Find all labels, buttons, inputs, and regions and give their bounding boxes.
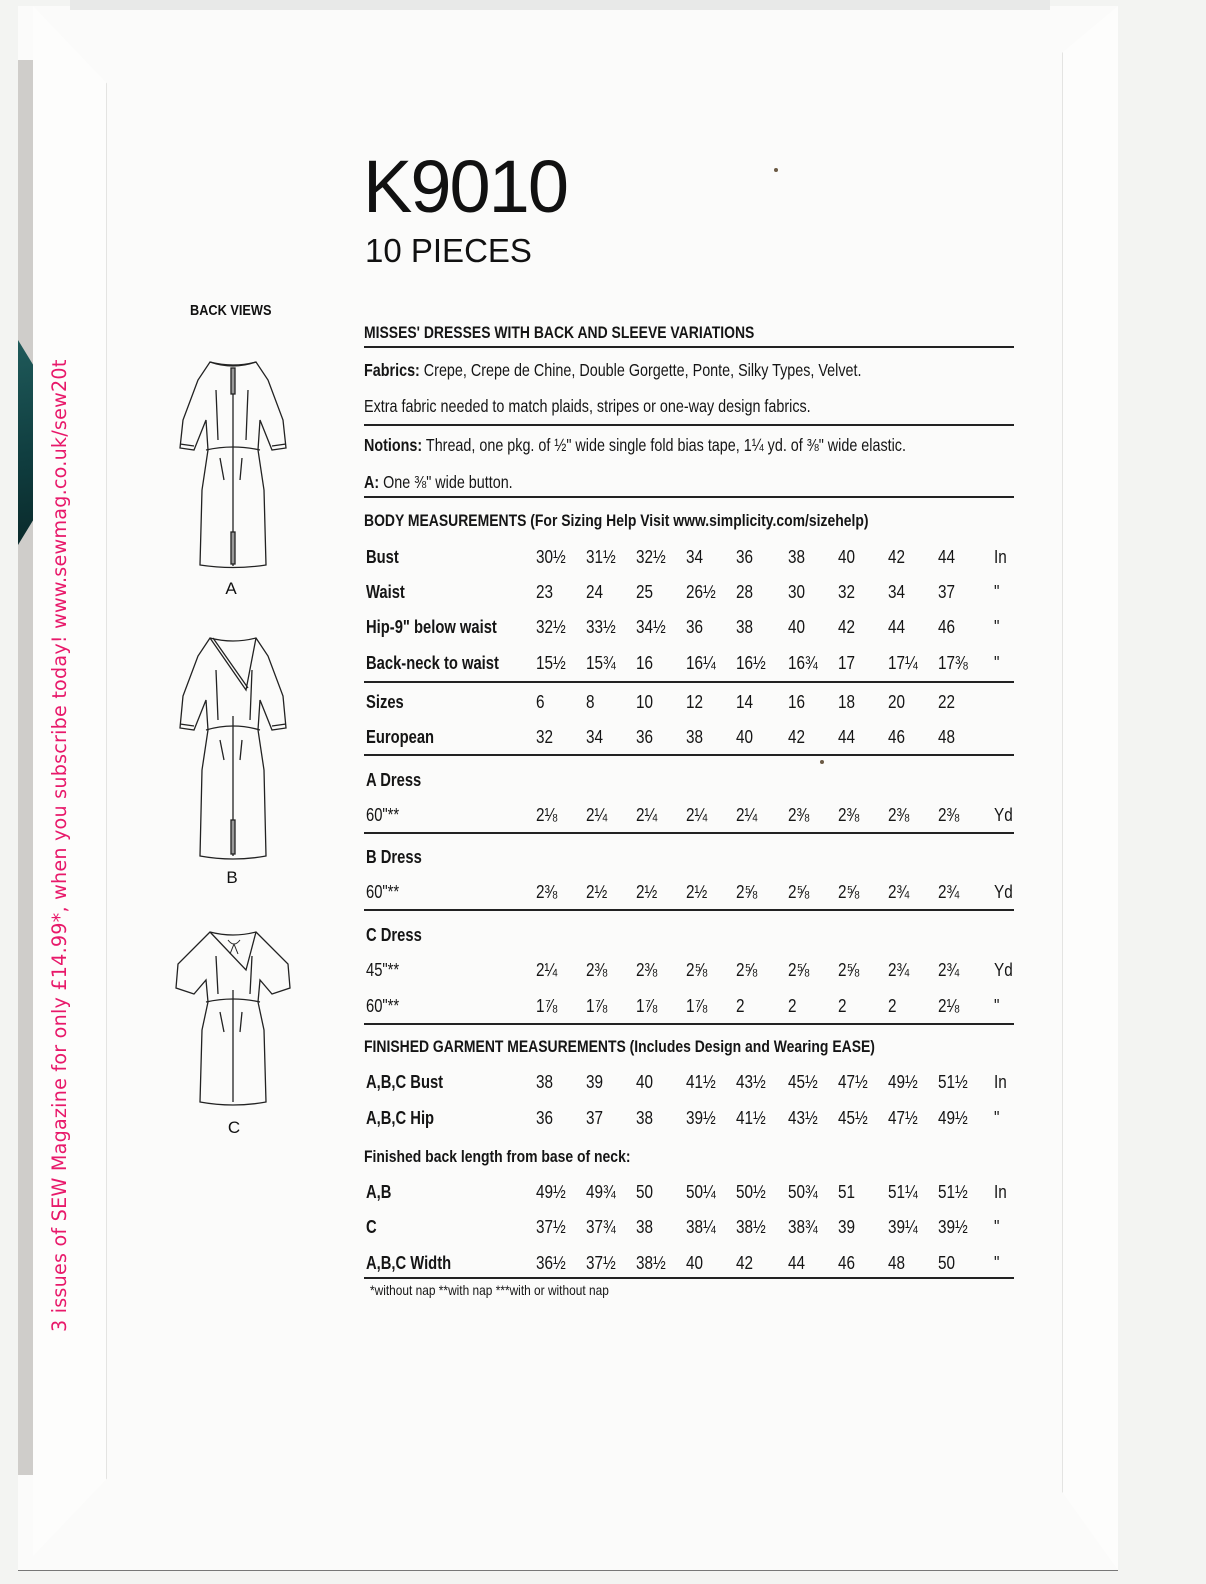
- cell: 46: [888, 727, 906, 747]
- back-length-heading: [364, 1147, 689, 1167]
- cell: 40: [636, 1072, 654, 1092]
- cell: 50¾: [788, 1182, 818, 1202]
- divider: [364, 681, 1014, 683]
- cell: 50½: [736, 1182, 766, 1202]
- cell: 42: [838, 617, 856, 637]
- unit: In: [994, 1072, 1007, 1092]
- cell: 2¼: [636, 805, 658, 825]
- cell: 51: [838, 1182, 856, 1202]
- cell: 2⅛: [536, 805, 558, 825]
- pattern-info-panel: [364, 320, 1014, 1298]
- cell: 2¼: [536, 960, 558, 980]
- cell: 40: [686, 1253, 704, 1273]
- left-edge-strip: [18, 60, 33, 1475]
- cell: 47½: [888, 1108, 918, 1128]
- cell: 47½: [838, 1072, 868, 1092]
- cell: 2¾: [938, 960, 960, 980]
- cell: 2½: [586, 882, 608, 902]
- cell: 31½: [586, 547, 616, 567]
- cell: 17⅜: [938, 653, 968, 673]
- cell: 2⅝: [686, 960, 708, 980]
- cell: 23: [536, 582, 554, 602]
- cell: 36: [536, 1108, 554, 1128]
- dress-a-icon: [168, 340, 298, 580]
- cell: 49½: [888, 1072, 918, 1092]
- row-label: A,B,C Hip: [366, 1108, 435, 1128]
- unit: In: [994, 547, 1007, 567]
- cell: 38: [636, 1108, 654, 1128]
- cell: 2: [838, 996, 847, 1016]
- cell: 51½: [938, 1072, 968, 1092]
- unit: Yd: [994, 805, 1013, 825]
- table-row-width: [364, 1253, 1014, 1279]
- cell: 17¼: [888, 653, 918, 673]
- cell: 16½: [736, 653, 766, 673]
- row-label: A,B,C Width: [366, 1253, 452, 1273]
- cell: 44: [938, 547, 956, 567]
- cell: 2⅝: [838, 960, 860, 980]
- cell: 49¾: [586, 1182, 616, 1202]
- cell: 38: [686, 727, 704, 747]
- cell: 48: [888, 1253, 906, 1273]
- back-views-label: BACK VIEWS: [190, 302, 272, 319]
- unit: ": [994, 1108, 1000, 1128]
- notions-line: [364, 435, 1025, 456]
- cell: 44: [838, 727, 856, 747]
- top-edge: [70, 0, 1050, 10]
- cell: 33½: [586, 617, 616, 637]
- table-row-length-ab: [364, 1182, 1014, 1208]
- view-letter-b: B: [226, 868, 238, 887]
- divider: [364, 496, 1014, 498]
- unit: ": [994, 1253, 1000, 1273]
- pattern-description-title: [364, 320, 1014, 348]
- cell: 39¼: [888, 1217, 918, 1237]
- cell: 2⅝: [788, 882, 810, 902]
- cell: 38¾: [788, 1217, 818, 1237]
- cell: 45½: [788, 1072, 818, 1092]
- cell: 8: [586, 692, 595, 712]
- row-label: 45"**: [366, 960, 400, 980]
- extra-fabric-note: [364, 396, 909, 417]
- cell: 2¾: [888, 882, 910, 902]
- cell: 16¾: [788, 653, 818, 673]
- cell: 26½: [686, 582, 716, 602]
- view-a-notions-text: One ⅜" wide button.: [379, 472, 513, 492]
- cell: 38: [788, 547, 806, 567]
- cell: 2⅝: [788, 960, 810, 980]
- cell: 2⅝: [736, 882, 758, 902]
- cell: 2: [788, 996, 797, 1016]
- nap-footnote: *without nap **with nap ***with or without nap: [370, 1282, 609, 1298]
- cell: 37: [586, 1108, 604, 1128]
- body-measurements-heading-text: BODY MEASUREMENTS (For Sizing Help Visit www.simplicity.com/sizehelp): [364, 511, 869, 530]
- cell: 36: [636, 727, 654, 747]
- cell: 2½: [636, 882, 658, 902]
- cell: 32½: [636, 547, 666, 567]
- cell: 12: [686, 692, 704, 712]
- table-row-bust: [364, 547, 1014, 573]
- cell: 2⅜: [636, 960, 658, 980]
- cell: 2⅜: [938, 805, 960, 825]
- finished-measurements-heading: [364, 1037, 987, 1057]
- cell: 2¼: [686, 805, 708, 825]
- divider: [364, 832, 1014, 834]
- cell: 2: [736, 996, 745, 1016]
- table-row-back-neck: [364, 653, 1014, 679]
- cell: 1⅞: [686, 996, 708, 1016]
- pieces-count: 10 PIECES: [365, 232, 532, 269]
- cell: 28: [736, 582, 754, 602]
- cell: 2⅝: [838, 882, 860, 902]
- cell: 48: [938, 727, 956, 747]
- cell: 40: [736, 727, 754, 747]
- dress-a-back-illustration: [168, 340, 298, 580]
- cell: 37½: [536, 1217, 566, 1237]
- cell: 38: [736, 617, 754, 637]
- cell: 1⅞: [536, 996, 558, 1016]
- cell: 17: [838, 653, 856, 673]
- cell: 2⅜: [586, 960, 608, 980]
- cell: 37½: [586, 1253, 616, 1273]
- view-letter-c: C: [227, 1118, 241, 1137]
- view-a-notions: [364, 472, 545, 493]
- row-label: Waist: [366, 582, 405, 602]
- dress-c-back-illustration: [168, 920, 298, 1120]
- table-row-finished-hip: [364, 1108, 1014, 1134]
- table-row-a-60: [364, 805, 1014, 831]
- unit: Yd: [994, 882, 1013, 902]
- cell: 16¼: [686, 653, 716, 673]
- divider: [364, 1023, 1014, 1025]
- cell: 24: [586, 582, 604, 602]
- cell: 34: [586, 727, 604, 747]
- cell: 42: [736, 1253, 754, 1273]
- cell: 51½: [938, 1182, 968, 1202]
- table-row-c-45: [364, 960, 1014, 986]
- back-length-heading-text: Finished back length from base of neck:: [364, 1147, 631, 1166]
- cell: 18: [838, 692, 856, 712]
- cell: 36: [736, 547, 754, 567]
- dress-c-icon: [168, 920, 298, 1120]
- cell: 32: [838, 582, 856, 602]
- cell: 14: [736, 692, 754, 712]
- cell: 38: [536, 1072, 554, 1092]
- cell: 43½: [736, 1072, 766, 1092]
- extra-fabric-text: Extra fabric needed to match plaids, stripes or one-way design fabrics.: [364, 396, 811, 416]
- unit: ": [994, 617, 1000, 637]
- paper-speck: [774, 168, 778, 172]
- cell: 6: [536, 692, 545, 712]
- c-dress-heading: [364, 925, 1014, 951]
- cell: 37¾: [586, 1217, 616, 1237]
- pattern-number: K9010: [363, 145, 567, 228]
- section-heading: B Dress: [366, 847, 422, 867]
- cell: 22: [938, 692, 956, 712]
- a-dress-heading: [364, 770, 1014, 796]
- cell: 2⅝: [736, 960, 758, 980]
- cell: 2¼: [586, 805, 608, 825]
- row-label: Back-neck to waist: [366, 653, 499, 673]
- cell: 2⅛: [938, 996, 960, 1016]
- cell: 16: [636, 653, 654, 673]
- table-row-european: [364, 727, 1014, 753]
- cell: 40: [838, 547, 856, 567]
- cell: 45½: [838, 1108, 868, 1128]
- cell: 2¾: [938, 882, 960, 902]
- divider: [364, 909, 1014, 911]
- section-heading: C Dress: [366, 925, 422, 945]
- cell: 49½: [536, 1182, 566, 1202]
- cell: 2¼: [736, 805, 758, 825]
- divider: [364, 754, 1014, 756]
- cell: 44: [788, 1253, 806, 1273]
- dress-b-icon: [168, 630, 298, 870]
- cell: 38: [636, 1217, 654, 1237]
- divider: [364, 1277, 1014, 1279]
- unit: ": [994, 653, 1000, 673]
- row-label: Hip-9" below waist: [366, 617, 497, 637]
- front-cover-edge: [18, 340, 33, 545]
- divider: [364, 424, 1014, 426]
- section-heading: A Dress: [366, 770, 422, 790]
- cell: 34: [686, 547, 704, 567]
- table-row-waist: [364, 582, 1014, 608]
- b-dress-heading: [364, 847, 1014, 873]
- unit: In: [994, 1182, 1007, 1202]
- cell: 2⅜: [788, 805, 810, 825]
- cell: 1⅞: [636, 996, 658, 1016]
- row-label: Bust: [366, 547, 399, 567]
- row-label: 60"**: [366, 882, 400, 902]
- cell: 50¼: [686, 1182, 716, 1202]
- cell: 50: [636, 1182, 654, 1202]
- view-letter-a: A: [225, 579, 237, 598]
- paper-speck: [820, 760, 824, 764]
- cell: 39½: [938, 1217, 968, 1237]
- magazine-promo-banner: 3 issues of SEW Magazine for only £14.99*, when you subscribe today! www.sewmag.co.uk/sew20t: [48, 359, 71, 1332]
- cell: 42: [788, 727, 806, 747]
- cell: 2⅜: [888, 805, 910, 825]
- unit: ": [994, 1217, 1000, 1237]
- cell: 46: [938, 617, 956, 637]
- unit: Yd: [994, 960, 1013, 980]
- view-a-label: A:: [364, 472, 380, 492]
- cell: 2½: [686, 882, 708, 902]
- cell: 41½: [736, 1108, 766, 1128]
- row-label: C: [366, 1217, 377, 1237]
- cell: 30: [788, 582, 806, 602]
- unit: ": [994, 996, 1000, 1016]
- cell: 39: [586, 1072, 604, 1092]
- notions-label: Notions:: [364, 435, 423, 455]
- cell: 39½: [686, 1108, 716, 1128]
- cell: 32: [536, 727, 554, 747]
- body-measurements-heading: [364, 511, 979, 531]
- row-label: A,B,C Bust: [366, 1072, 444, 1092]
- row-label: European: [366, 727, 435, 747]
- cell: 34½: [636, 617, 666, 637]
- table-row-hip: [364, 617, 1014, 643]
- row-label: Sizes: [366, 692, 404, 712]
- row-label: 60"**: [366, 805, 400, 825]
- cell: 49½: [938, 1108, 968, 1128]
- dress-b-back-illustration: [168, 630, 298, 870]
- cell: 37: [938, 582, 956, 602]
- cell: 10: [636, 692, 654, 712]
- cell: 16: [788, 692, 806, 712]
- unit: ": [994, 582, 1000, 602]
- table-row-finished-bust: [364, 1072, 1014, 1098]
- cell: 20: [888, 692, 906, 712]
- cell: 30½: [536, 547, 566, 567]
- cell: 39: [838, 1217, 856, 1237]
- right-flap: [1062, 6, 1118, 1570]
- cell: 38½: [636, 1253, 666, 1273]
- cell: 1⅞: [586, 996, 608, 1016]
- cell: 51¼: [888, 1182, 918, 1202]
- cell: 15¾: [586, 653, 616, 673]
- cell: 46: [838, 1253, 856, 1273]
- row-label: 60"**: [366, 996, 400, 1016]
- fabrics-line: [364, 360, 971, 381]
- cell: 36: [686, 617, 704, 637]
- cell: 38½: [736, 1217, 766, 1237]
- cell: 44: [888, 617, 906, 637]
- cell: 50: [938, 1253, 956, 1273]
- fabrics-label: Fabrics:: [364, 360, 420, 380]
- table-row-c-60: [364, 996, 1014, 1022]
- table-row-sizes: [364, 692, 1014, 718]
- cell: 34: [888, 582, 906, 602]
- cell: 2: [888, 996, 897, 1016]
- cell: 42: [888, 547, 906, 567]
- table-row-length-c: [364, 1217, 1014, 1243]
- fabrics-list: Crepe, Crepe de Chine, Double Gorgette, Ponte, Silky Types, Velvet.: [419, 360, 862, 380]
- row-label: A,B: [366, 1182, 392, 1202]
- cell: 15½: [536, 653, 566, 673]
- cell: 41½: [686, 1072, 716, 1092]
- cell: 2⅜: [536, 882, 558, 902]
- cell: 38¼: [686, 1217, 716, 1237]
- description-title-text: MISSES' DRESSES WITH BACK AND SLEEVE VARIATIONS: [364, 323, 755, 342]
- cell: 25: [636, 582, 654, 602]
- cell: 40: [788, 617, 806, 637]
- table-row-b-60: [364, 882, 1014, 908]
- cell: 32½: [536, 617, 566, 637]
- cell: 2¾: [888, 960, 910, 980]
- cell: 2⅜: [838, 805, 860, 825]
- notions-list: Thread, one pkg. of ½" wide single fold bias tape, 1¼ yd. of ⅜" wide elastic.: [422, 435, 906, 455]
- cell: 43½: [788, 1108, 818, 1128]
- finished-measurements-heading-text: FINISHED GARMENT MEASUREMENTS (Includes Design and Wearing EASE): [364, 1037, 875, 1056]
- cell: 36½: [536, 1253, 566, 1273]
